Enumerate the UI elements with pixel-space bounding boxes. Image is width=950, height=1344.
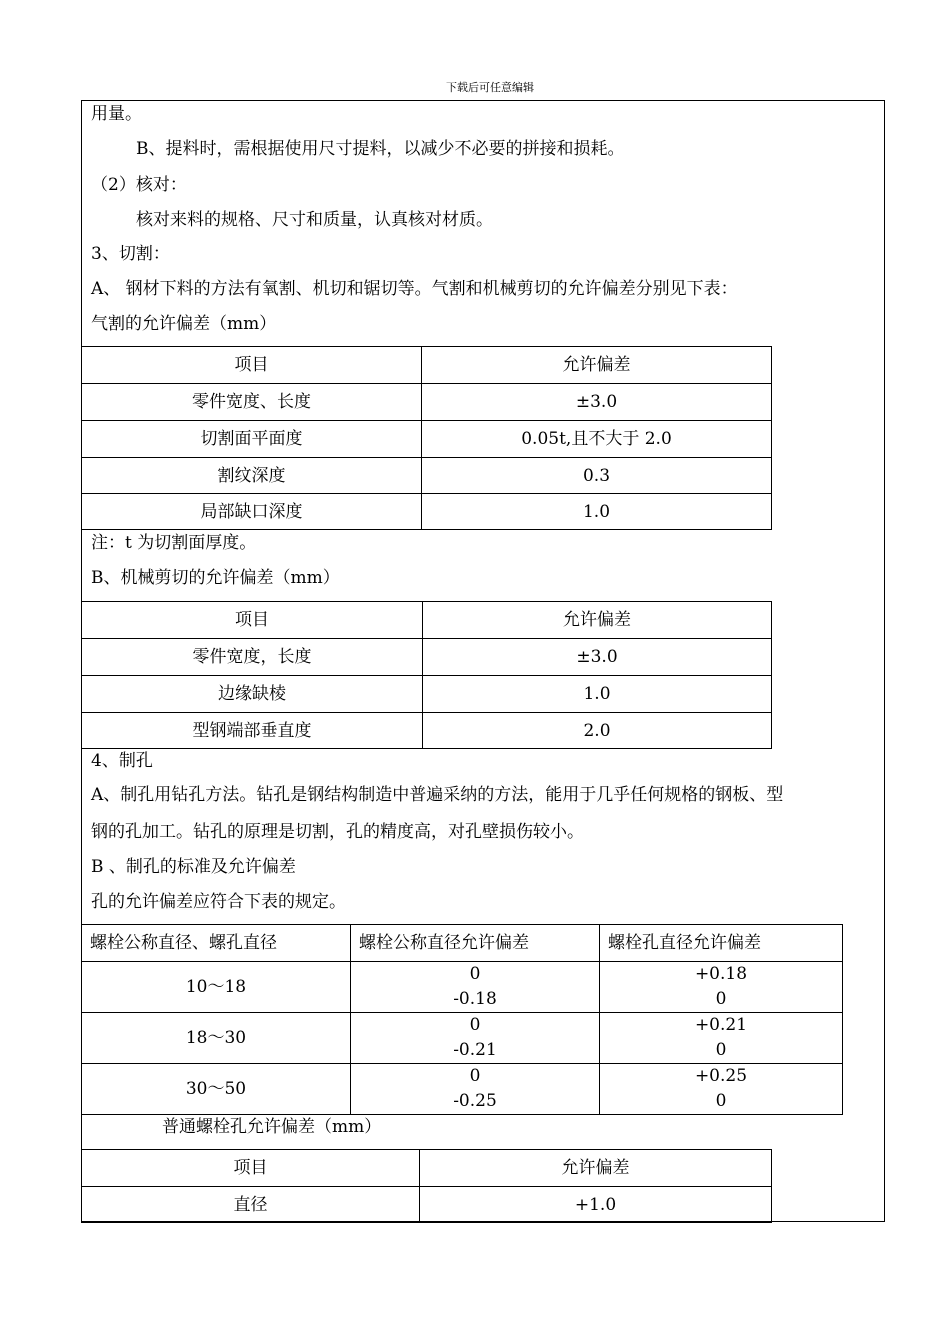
text-line: 钢的孔加工。钻孔的原理是切割，孔的精度高，对孔壁损伤较小。 bbox=[91, 822, 584, 842]
table-header-row bbox=[82, 1150, 772, 1187]
table-cell: 10～18 bbox=[82, 962, 351, 1013]
lower-deviation: -0.25 bbox=[453, 1091, 497, 1111]
lower-deviation: 0 bbox=[715, 1091, 727, 1111]
page-header: 下载后可任意编辑 bbox=[446, 81, 534, 94]
text-line: B 、制孔的标准及允许偏差 bbox=[91, 857, 296, 877]
table-row bbox=[82, 639, 772, 676]
text-line: 孔的允许偏差应符合下表的规定。 bbox=[91, 892, 346, 912]
table-header-cell: 螺栓孔直径允许偏差 bbox=[600, 925, 843, 962]
table-row bbox=[82, 458, 772, 494]
table-header-cell: 允许偏差 bbox=[422, 347, 772, 384]
table-cell: 零件宽度，长度 bbox=[82, 639, 423, 676]
table-caption: 气割的允许偏差（mm） bbox=[91, 314, 277, 334]
upper-deviation: 0 bbox=[469, 1066, 481, 1086]
upper-deviation: 0 bbox=[469, 964, 481, 984]
table-header-cell: 项目 bbox=[82, 602, 423, 639]
upper-deviation: +0.25 bbox=[694, 1066, 748, 1086]
table-note: 注：t 为切割面厚度。 bbox=[91, 533, 257, 553]
table-cell bbox=[600, 962, 843, 1013]
lower-deviation: 0 bbox=[715, 989, 727, 1009]
text-line: A、 钢材下料的方法有氧割、机切和锯切等。气割和机械剪切的允许偏差分别见下表： bbox=[91, 279, 738, 299]
table-header-cell: 允许偏差 bbox=[420, 1150, 772, 1187]
lower-deviation: -0.21 bbox=[453, 1040, 497, 1060]
text-line: 核对来料的规格、尺寸和质量，认真核对材质。 bbox=[136, 210, 493, 230]
lower-deviation: 0 bbox=[715, 1040, 727, 1060]
table-caption: B、机械剪切的允许偏差（mm） bbox=[91, 568, 340, 588]
text-line: （2）核对： bbox=[91, 175, 187, 195]
table-cell: 0.05t,且不大于 2.0 bbox=[422, 421, 772, 458]
bolt-hole-tolerance-table bbox=[81, 1149, 772, 1223]
table-cell: 0.3 bbox=[422, 458, 772, 494]
section-heading: 3、切割： bbox=[91, 244, 170, 264]
table-header-row bbox=[82, 602, 772, 639]
table-row bbox=[82, 494, 772, 530]
table-caption: 普通螺栓孔允许偏差（mm） bbox=[162, 1117, 382, 1137]
table-row bbox=[82, 713, 772, 749]
section-heading: 4、制孔 bbox=[91, 751, 153, 771]
table-cell: 18～30 bbox=[82, 1013, 351, 1064]
table-cell bbox=[600, 1064, 843, 1115]
table-cell: 切割面平面度 bbox=[82, 421, 422, 458]
table-cell: 零件宽度、长度 bbox=[82, 384, 422, 421]
table-cell: 局部缺口深度 bbox=[82, 494, 422, 530]
text-line: A、制孔用钻孔方法。钻孔是钢结构制造中普遍采纳的方法，能用于几乎任何规格的钢板、型 bbox=[91, 785, 784, 805]
table-row bbox=[82, 676, 772, 713]
table-header-cell: 项目 bbox=[82, 347, 422, 384]
table-row bbox=[82, 421, 772, 458]
mechanical-shear-tolerance-table bbox=[81, 601, 772, 749]
table-cell: 型钢端部垂直度 bbox=[82, 713, 423, 749]
upper-deviation: 0 bbox=[469, 1015, 481, 1035]
table-header-row bbox=[82, 925, 843, 962]
table-cell: ±3.0 bbox=[423, 639, 772, 676]
lower-deviation: -0.18 bbox=[453, 989, 497, 1009]
table-cell bbox=[351, 1013, 600, 1064]
table-cell bbox=[351, 962, 600, 1013]
gas-cutting-tolerance-table bbox=[81, 346, 772, 530]
hole-tolerance-table bbox=[81, 924, 843, 1115]
table-header-cell: 螺栓公称直径、螺孔直径 bbox=[82, 925, 351, 962]
table-row bbox=[82, 1064, 843, 1115]
table-header-row bbox=[82, 347, 772, 384]
table-header-cell: 项目 bbox=[82, 1150, 420, 1187]
table-row bbox=[82, 1187, 772, 1223]
table-cell: ±3.0 bbox=[422, 384, 772, 421]
table-row bbox=[82, 962, 843, 1013]
table-cell bbox=[351, 1064, 600, 1115]
text-line: B、提料时，需根据使用尺寸提料，以减少不必要的拼接和损耗。 bbox=[136, 139, 625, 159]
upper-deviation: +0.18 bbox=[694, 964, 748, 984]
text-line: 用量。 bbox=[91, 104, 142, 124]
upper-deviation: +0.21 bbox=[694, 1015, 748, 1035]
table-cell: 2.0 bbox=[423, 713, 772, 749]
table-cell: +1.0 bbox=[420, 1187, 772, 1223]
table-cell bbox=[600, 1013, 843, 1064]
table-row bbox=[82, 384, 772, 421]
table-cell: 直径 bbox=[82, 1187, 420, 1223]
table-header-cell: 允许偏差 bbox=[423, 602, 772, 639]
table-cell: 1.0 bbox=[423, 676, 772, 713]
table-cell: 30～50 bbox=[82, 1064, 351, 1115]
table-cell: 割纹深度 bbox=[82, 458, 422, 494]
table-row bbox=[82, 1013, 843, 1064]
table-cell: 1.0 bbox=[422, 494, 772, 530]
table-cell: 边缘缺棱 bbox=[82, 676, 423, 713]
table-header-cell: 螺栓公称直径允许偏差 bbox=[351, 925, 600, 962]
